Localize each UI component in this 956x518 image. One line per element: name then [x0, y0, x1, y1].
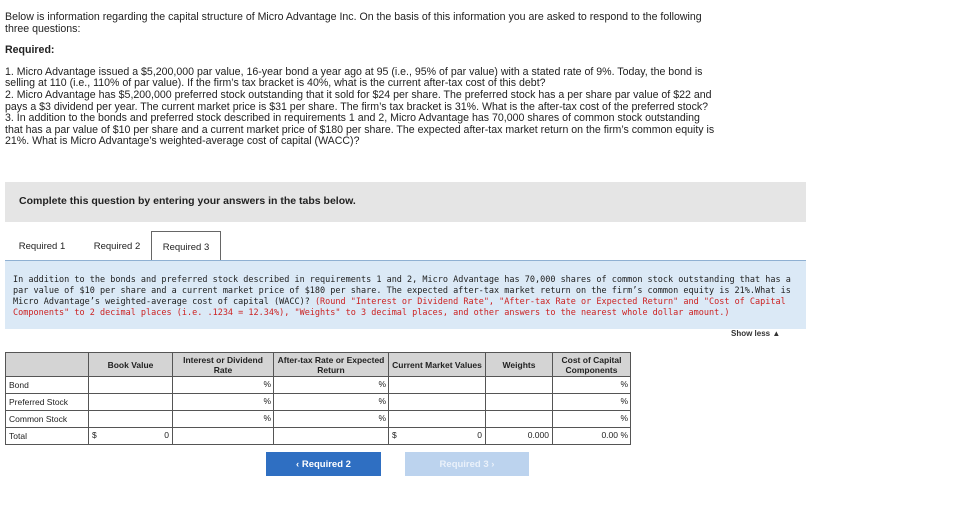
panel-text [13, 275, 793, 319]
preferred-book-value-input[interactable] [89, 394, 173, 411]
common-market-value-input[interactable] [389, 411, 486, 428]
banner-text: Complete this question by entering your answers in the tabs below. [19, 195, 356, 207]
currency-label: $ [92, 430, 97, 440]
percent-label: % [263, 413, 271, 423]
panel-instructions: (Round "Interest or Dividend Rate", "After-tax Rate or Expected Return" and "Cost of Capital Components" to 2 decimal places (i.e. .1234 = 12.34%), "Weights" to 3 decimal places, and other answers to the nearest whole dollar amount.) [13, 297, 786, 318]
table-row [6, 411, 631, 428]
common-book-value-input[interactable] [89, 411, 173, 428]
bond-weight-input[interactable] [486, 377, 553, 394]
preferred-after-tax-rate-input[interactable] [274, 394, 389, 411]
total-weights [486, 428, 553, 445]
total-book-value-amount: 0 [164, 430, 169, 440]
total-cost-amount: 0.00 [601, 430, 618, 440]
question-panel [5, 260, 806, 329]
row-label-preferred: Preferred Stock [6, 394, 89, 411]
bond-after-tax-rate-input[interactable] [274, 377, 389, 394]
next-required-3-button[interactable]: Required 3 › [405, 452, 529, 476]
common-cost-input[interactable] [553, 411, 631, 428]
header-interest-rate: Interest or Dividend Rate [173, 353, 274, 377]
row-label-total: Total [6, 428, 89, 445]
total-market-value-amount: 0 [477, 430, 482, 440]
bond-interest-rate-input[interactable] [173, 377, 274, 394]
requirements-list [5, 67, 715, 148]
preferred-market-value-input[interactable] [389, 394, 486, 411]
show-less-link[interactable]: Show less ▲ [731, 329, 781, 338]
total-cost [553, 428, 631, 445]
total-interest-blank [173, 428, 274, 445]
bond-cost-input[interactable] [553, 377, 631, 394]
preferred-dividend-rate-input[interactable] [173, 394, 274, 411]
total-book-value [89, 428, 173, 445]
row-label-bond: Bond [6, 377, 89, 394]
header-book-value: Book Value [89, 353, 173, 377]
tab-required-3[interactable]: Required 3 [151, 231, 221, 263]
common-expected-return-input[interactable] [274, 411, 389, 428]
percent-label: % [620, 413, 628, 423]
requirement-3: 3. In addition to the bonds and preferred stock described in requirements 1 and 2, Micro Advantage has 70,000 shares of common stock outstanding that has a par value of $10 per share and a current market price of $180 per share. The expected after-tax market return on the firm’s common equity is 21%. What is Micro Advantage’s weighted-average cost of capital (WACC)? [5, 112, 715, 148]
header-cost-components: Cost of Capital Components [553, 353, 631, 377]
total-after-tax-blank [274, 428, 389, 445]
preferred-cost-input[interactable] [553, 394, 631, 411]
bond-book-value-input[interactable] [89, 377, 173, 394]
percent-label: % [378, 396, 386, 406]
table-header-row [6, 353, 631, 377]
required-heading: Required: [5, 44, 55, 57]
prev-required-2-button[interactable]: ‹ Required 2 [266, 452, 381, 476]
header-weights: Weights [486, 353, 553, 377]
percent-label: % [378, 413, 386, 423]
header-blank [6, 353, 89, 377]
percent-label: % [263, 396, 271, 406]
wacc-table [5, 352, 631, 445]
requirement-1: 1. Micro Advantage issued a $5,200,000 par value, 16-year bond a year ago at 95 (i.e., 95% of par value) with a stated rate of 9%. Today, the bond is selling at 110 (i.e., 110% of par value). If the firm’s tax bracket is 40%, what is the current after-tax cost of this debt? [5, 65, 703, 90]
currency-label: $ [392, 430, 397, 440]
common-weight-input[interactable] [486, 411, 553, 428]
panel-question: In addition to the bonds and preferred stock described in requirements 1 and 2, Micro Advantage has 70,000 shares of common stock outstanding that has a par value of $10 per share and a current market price of $180 per share. The expected after-tax market return on the firm’s common equity is 21%.What is Micro Advantage’s weighted-average cost of capital (WACC)? [13, 275, 791, 307]
tab-required-2[interactable]: Required 2 [93, 240, 141, 252]
percent-label: % [263, 379, 271, 389]
common-dividend-rate-input[interactable] [173, 411, 274, 428]
question-intro [5, 12, 715, 148]
tab-required-1[interactable]: Required 1 [18, 240, 66, 252]
bond-market-value-input[interactable] [389, 377, 486, 394]
header-after-tax-rate: After-tax Rate or Expected Return [274, 353, 389, 377]
header-market-values: Current Market Values [389, 353, 486, 377]
requirement-2: 2. Micro Advantage has $5,200,000 preferred stock outstanding that it sold for $24 per share. The preferred stock has a per share par value of $22 and pays a $3 dividend per year. The current market price is $31 per share. The firm’s tax bracket is 31%. What is the after-tax cost of the preferred stock? [5, 88, 712, 113]
table-row [6, 377, 631, 394]
instruction-banner [5, 182, 806, 222]
total-market-value [389, 428, 486, 445]
percent-label: % [620, 379, 628, 389]
percent-label: % [378, 379, 386, 389]
row-label-common: Common Stock [6, 411, 89, 428]
total-weights-amount: 0.000 [527, 430, 549, 440]
table-row-total [6, 428, 631, 445]
table-row [6, 394, 631, 411]
preferred-weight-input[interactable] [486, 394, 553, 411]
percent-label: % [620, 430, 628, 440]
percent-label: % [620, 396, 628, 406]
intro-lead: Below is information regarding the capital structure of Micro Advantage Inc. On the basis of this information you are asked to respond to the following three questions: [5, 11, 702, 35]
